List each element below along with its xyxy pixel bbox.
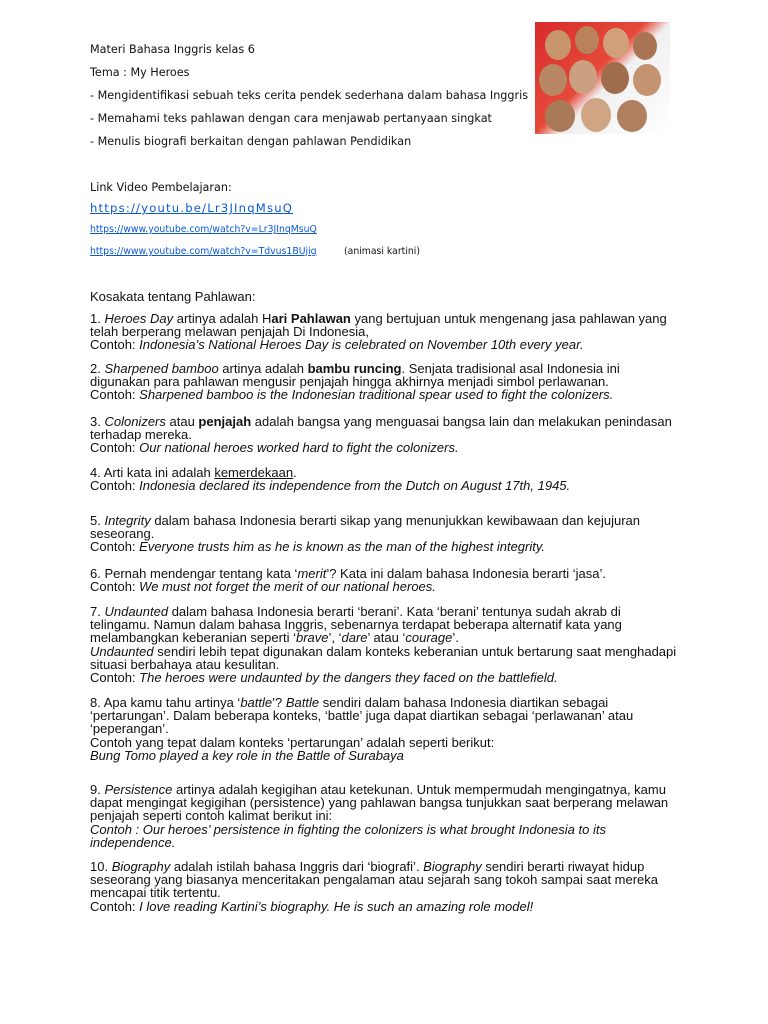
subject-line: Materi Bahasa Inggris kelas 6 <box>90 43 255 56</box>
vocab-item-6: 6. Pernah mendengar tentang kata ‘merit’? Kata ini dalam bahasa Indonesia berarti ‘jasa’. Contoh: We must not forget the merit of our national heroes. <box>90 566 606 595</box>
video-link-3[interactable]: https://www.youtube.com/watch?v=Tdvus1BUjig <box>90 246 317 257</box>
heroes-collage-image <box>535 22 670 134</box>
objective-3: - Menulis biografi berkaitan dengan pahlawan Pendidikan <box>90 135 412 148</box>
objective-2: - Memahami teks pahlawan dengan cara menjawab pertanyaan singkat <box>90 112 492 125</box>
vocab-item-9: 9. Persistence artinya adalah kegigihan atau ketekunan. Untuk mempermudah mengingatnya, kamu dapat mengingat kegigihan (persistence) yang pahlawan bangsa tunjukkan saat berperang melawan penjajah seperti contoh kalimat berikut ini: Contoh : Our heroes’ persistence in fighting the colonizers is what brought Indonesia to its independence. <box>90 782 669 850</box>
vocab-item-3: 3. Colonizers atau penjajah adalah bangsa yang menguasai bangsa lain dan melakukan penindasan terhadap mereka. Contoh: Our national heroes worked hard to fight the colonizers. <box>90 414 672 456</box>
theme-line: Tema : My Heroes <box>90 66 190 79</box>
video-link-2[interactable]: https://www.youtube.com/watch?v=Lr3JInqMsuQ <box>90 224 317 235</box>
vocab-item-10: 10. Biography adalah istilah bahasa Inggris dari ‘biografi’. Biography sendiri berarti riwayat hidup seseorang yang biasanya menceritakan pengalaman atau sejarah sang tokoh sampai saat mereka mencapai titik tertentu. Contoh: I love reading Kartini’s biography. He is such an amazing role model! <box>90 859 659 914</box>
vocab-item-4: 4. Arti kata ini adalah kemerdekaan. Contoh: Indonesia declared its independence from the Dutch on August 17th, 1945. <box>90 465 571 494</box>
objective-1: - Mengidentifikasi sebuah teks cerita pendek sederhana dalam bahasa Inggris <box>90 89 529 102</box>
vocab-item-2: 2. Sharpened bamboo artinya adalah bambu runcing. Senjata tradisional asal Indonesia ini digunakan para pahlawan mengusir penjajah hingga akhirnya menjadi simbol perlawanan. Contoh: Sharpened bamboo is the Indonesian traditional spear used to fight the colonizers. <box>90 361 620 403</box>
vocab-item-7: 7. Undaunted dalam bahasa Indonesia berarti ‘berani’. Kata ‘berani’ tentunya sudah akrab di telingamu. Namun dalam bahasa Inggris, sebenarnya terdapat beberapa alternatif kata yang melambangkan keberanian seperti ‘brave’, ‘dare’ atau ‘courage’. Undaunted sendiri lebih tepat digunakan dalam konteks keberanian untuk bertarung saat menghadapi situasi berbahaya atau kesulitan. Contoh: The heroes were undaunted by the dangers they faced on the battlefield. <box>90 604 677 686</box>
video-links-label: Link Video Pembelajaran: <box>90 181 232 194</box>
vocab-item-1: 1. Heroes Day artinya adalah Hari Pahlawan yang bertujuan untuk mengenang jasa pahlawan yang telah berperang melawan penjajah Di Indonesia, Contoh: Indonesia’s National Heroes Day is celebrated on November 10th every year. <box>90 311 667 353</box>
vocab-item-5: 5. Integrity dalam bahasa Indonesia berarti sikap yang menunjukkan kewibawaan dan kejujuran seseorang. Contoh: Everyone trusts him as he is known as the man of the highest integrity. <box>90 513 640 555</box>
video-link-3-note: (animasi kartini) <box>344 246 421 257</box>
vocab-title: Kosakata tentang Pahlawan: <box>90 289 256 304</box>
vocab-item-8: 8. Apa kamu tahu artinya ‘battle’? Battle sendiri dalam bahasa Indonesia diartikan sebagai ‘pertarungan’. Dalam beberapa konteks, ‘battle’ juga dapat diartikan sebagai ‘perlawanan’ atau ‘peperangan’. Contoh yang tepat dalam konteks ‘pertarungan’ adalah seperti berikut: Bung Tomo played a key role in the Battle of Surabaya <box>90 695 634 763</box>
video-link-1[interactable]: https://youtu.be/Lr3JInqMsuQ <box>90 201 294 215</box>
